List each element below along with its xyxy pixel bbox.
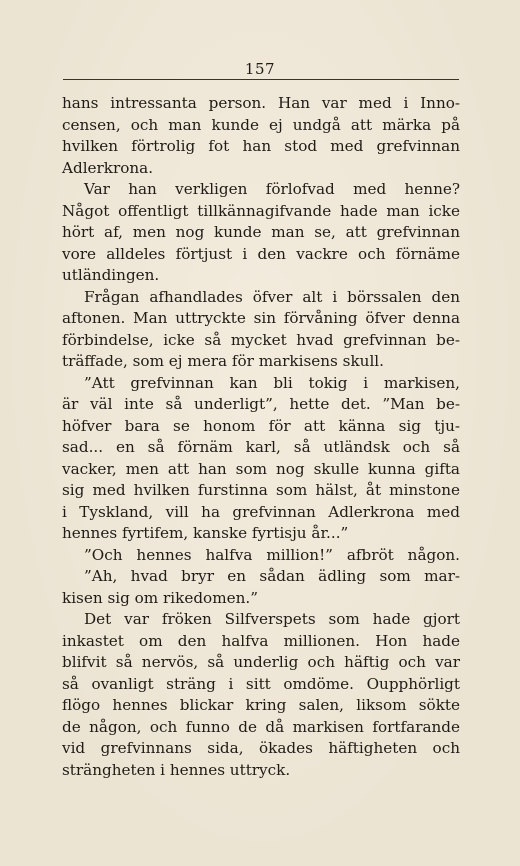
text-line: höfver bara se honom för att känna sig tju- xyxy=(62,416,460,435)
text-line: Adlerkrona. xyxy=(62,158,154,177)
text-line: ”Att grefvinnan kan bli tokig i markisen, xyxy=(84,373,460,392)
text-line: flögo hennes blickar kring salen, liksom sökte xyxy=(62,696,460,714)
text-line: strängheten i hennes uttryck. xyxy=(62,760,291,779)
text-line: vore alldeles förtjust i den vackre och förnäme xyxy=(62,244,460,263)
text-line: kisen sig om rikedomen.” xyxy=(62,588,258,607)
text-line: ”Och hennes halfva million!” afbröt någon. xyxy=(84,545,460,564)
text-line: vacker, men att han som nog skulle kunna gifta xyxy=(62,459,460,478)
text-line: inkastet om den halfva millionen. Hon hade xyxy=(62,631,460,650)
text-line: hennes fyrtifem, kanske fyrtisju år...” xyxy=(62,524,349,542)
text-line: träffade, som ej mera för markisens skull. xyxy=(62,352,384,370)
text-line: utländingen. xyxy=(62,266,160,284)
text-line: sig med hvilken furstinna som hälst, åt minstone xyxy=(62,481,460,499)
body-text xyxy=(62,93,460,781)
text-line: Var han verkligen förlofvad med henne? xyxy=(84,180,460,198)
text-line: de någon, och funno de då markisen fortfarande xyxy=(62,717,460,736)
text-line: så ovanligt sträng i sitt omdöme. Oupphörligt xyxy=(62,674,460,693)
page-number: 157 xyxy=(244,60,276,78)
text-line: ”Ah, hvad bryr en sådan ädling som mar- xyxy=(84,567,460,585)
text-line: Något offentligt tillkännagifvande hade man icke xyxy=(62,201,460,220)
text-line: Frågan afhandlades öfver alt i börssalen den xyxy=(84,287,460,306)
text-line: blifvit så nervös, så underlig och häftig och var xyxy=(62,653,460,671)
text-line: censen, och man kunde ej undgå att märka på xyxy=(62,115,460,134)
text-line: hört af, men nog kunde man se, att grefvinnan xyxy=(62,223,460,241)
text-line: Det var fröken Silfverspets som hade gjort xyxy=(84,610,460,628)
header-rule xyxy=(63,79,459,80)
text-line: aftonen. Man uttryckte sin förvåning öfver denna xyxy=(62,309,460,327)
text-line: vid grefvinnans sida, ökades häftigheten och xyxy=(62,739,460,757)
text-line: sad... en så förnäm karl, så utländsk och så xyxy=(62,438,460,456)
text-line: är väl inte så underligt”, hette det. ”Man be- xyxy=(62,395,460,413)
text-line: i Tyskland, vill ha grefvinnan Adlerkrona med xyxy=(62,502,460,521)
text-line: hvilken förtrolig fot han stod med grefvinnan xyxy=(62,137,460,155)
text-line: hans intressanta person. Han var med i Inno- xyxy=(62,94,460,112)
text-line: förbindelse, icke så mycket hvad grefvinnan be- xyxy=(62,330,460,349)
